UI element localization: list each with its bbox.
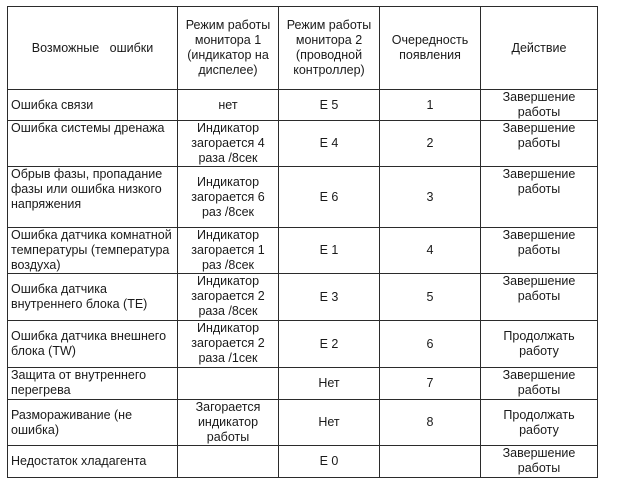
action-cell: Завершение работы — [481, 446, 598, 478]
header-action: Действие — [481, 7, 598, 90]
action-cell: Продолжать работу — [481, 321, 598, 368]
error-cell: Ошибка связи — [8, 90, 178, 121]
mode2-cell: Е 5 — [279, 90, 380, 121]
header-mode2: Режим работы монитора 2 (проводной контроллер) — [279, 7, 380, 90]
action-cell: Завершение работы — [481, 228, 598, 274]
order-cell: 2 — [380, 121, 481, 167]
mode1-cell: Индикатор загорается 4 раза /8сек — [178, 121, 279, 167]
mode1-cell: Индикатор загорается 1 раз /8сек — [178, 228, 279, 274]
action-cell: Завершение работы — [481, 368, 598, 400]
order-cell: 1 — [380, 90, 481, 121]
table-row — [8, 228, 598, 274]
order-cell: 4 — [380, 228, 481, 274]
error-cell: Обрыв фазы, пропадание фазы или ошибка низкого напряжения — [8, 167, 178, 228]
action-cell: Продолжать работу — [481, 400, 598, 446]
table-row — [8, 446, 598, 478]
mode1-cell: нет — [178, 90, 279, 121]
table-row — [8, 274, 598, 321]
mode2-cell: Е 6 — [279, 167, 380, 228]
table-row — [8, 167, 598, 228]
header-mode1: Режим работы монитора 1 (индикатор на диспелее) — [178, 7, 279, 90]
order-cell: 3 — [380, 167, 481, 228]
mode1-cell: Индикатор загорается 2 раза /8сек — [178, 274, 279, 321]
mode2-cell: Е 2 — [279, 321, 380, 368]
order-cell: 8 — [380, 400, 481, 446]
mode2-cell: Е 0 — [279, 446, 380, 478]
mode2-cell: Нет — [279, 400, 380, 446]
table-row — [8, 368, 598, 400]
table-row — [8, 400, 598, 446]
mode1-cell: Загорается индикатор работы — [178, 400, 279, 446]
order-cell — [380, 446, 481, 478]
error-codes-table — [7, 6, 598, 478]
header-errors: Возможные ошибки — [8, 7, 178, 90]
order-cell: 5 — [380, 274, 481, 321]
table-row — [8, 321, 598, 368]
error-cell: Ошибка датчика внешнего блока (TW) — [8, 321, 178, 368]
header-order: Очередность появления — [380, 7, 481, 90]
error-cell: Ошибка системы дренажа — [8, 121, 178, 167]
header-row — [8, 7, 598, 90]
action-cell: Завершение работы — [481, 274, 598, 321]
mode1-cell: Индикатор загорается 2 раза /1сек — [178, 321, 279, 368]
error-cell: Ошибка датчика комнатной температуры (температура воздуха) — [8, 228, 178, 274]
mode2-cell: Е 4 — [279, 121, 380, 167]
order-cell: 6 — [380, 321, 481, 368]
table-row — [8, 90, 598, 121]
mode2-cell: Нет — [279, 368, 380, 400]
action-cell: Завершение работы — [481, 121, 598, 167]
error-cell: Недостаток хладагента — [8, 446, 178, 478]
error-cell: Размораживание (не ошибка) — [8, 400, 178, 446]
mode1-cell — [178, 368, 279, 400]
mode2-cell: Е 1 — [279, 228, 380, 274]
mode1-cell: Индикатор загорается 6 раз /8сек — [178, 167, 279, 228]
table-row — [8, 121, 598, 167]
order-cell: 7 — [380, 368, 481, 400]
action-cell: Завершение работы — [481, 90, 598, 121]
error-cell: Защита от внутреннего перегрева — [8, 368, 178, 400]
mode1-cell — [178, 446, 279, 478]
error-cell: Ошибка датчика внутреннего блока (TE) — [8, 274, 178, 321]
mode2-cell: Е 3 — [279, 274, 380, 321]
action-cell: Завершение работы — [481, 167, 598, 228]
